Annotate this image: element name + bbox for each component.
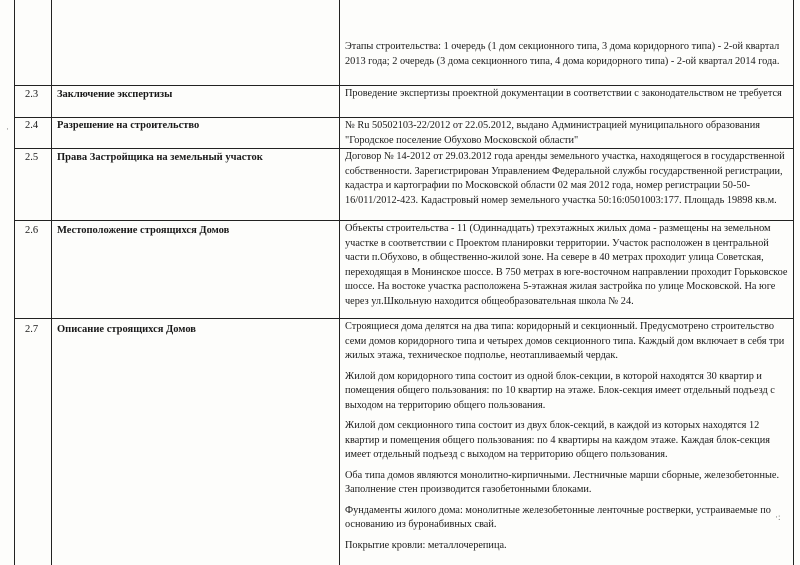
row-number: 2.4 [25, 120, 39, 131]
description-paragraph: Этапы строительства: 1 очередь (1 дом секционного типа, 3 дома коридорного типа) - 2-ой квартал 2013 года; 2 очередь (3 дома секционного типа, 4 дома коридорного типа) - 2-ой квартал 2014 года. [345, 41, 780, 67]
row-description [345, 119, 790, 154]
row-divider [14, 85, 794, 86]
row-title: Права Застройщика на земельный участок [57, 152, 263, 163]
row-number: 2.6 [25, 225, 39, 236]
row-divider [14, 318, 794, 319]
description-paragraph: Оба типа домов являются монолитно-кирпичными. Лестничные марши сборные, железобетонные. Заполнение стен производится газобетонными блоками. [345, 469, 780, 495]
description-paragraph: Договор № 14-2012 от 29.03.2012 года аренды земельного участка, находящегося в государственной собственности. Зарегистрирован Управлением Федеральной службы государственной регистрации, кадастра и картографии по Московской области 02 мая 2012 года, номер регистрации 50-50-16/011/2012-423. Кадастровый номер земельного участка 50:16:0501003:177. Площадь 19898 кв.м. [345, 151, 785, 206]
description-paragraph: Объекты строительства - 11 (Одиннадцать) трехэтажных жилых дома - размещены на земельном участке в соответствии с Проектом планировки территории. Участок расположен в центральной части п.Обухово, в общественно-жилой зоне. На севере в 40 метрах проходит улица Советская, переходящая в Монинское шоссе. В 750 метрах в юге-восточном направлении проходит Горьковское шоссе. На востоке участка расположена 5-этажная жилая застройка по улице Московской. На юге через ул.Школьную находится общеобразовательная школа № 24. [345, 223, 788, 307]
description-paragraph: Покрытие кровли: металлочерепица. [345, 539, 507, 551]
row-title: Описание строящихся Домов [57, 324, 196, 335]
row-description [345, 150, 790, 214]
row-title: Заключение экспертизы [57, 89, 173, 100]
row-number: 2.7 [25, 324, 39, 335]
row-divider [14, 220, 794, 221]
description-paragraph: № Ru 50502103-22/2012 от 22.05.2012, выдано Администрацией муниципального образования "Городское поселение Обухово Московской области" [345, 120, 761, 146]
row-description [345, 320, 790, 559]
description-paragraph: Фундаменты жилого дома: монолитные железобетонные ленточные ростверки, устраиваемые по основанию из буронабивных свай. [345, 504, 771, 530]
row-description [345, 222, 790, 315]
description-paragraph: Жилой дом секционного типа состоит из двух блок-секций, в каждой из которых находятся 12 квартир и помещения общего пользования: по 4 квартиры на каждом этаже. Каждая блок-секция имеет отдельный подъезд с выходом на территорию общего пользования. [345, 420, 771, 460]
row-title: Разрешение на строительство [57, 120, 200, 131]
row-number: 2.5 [25, 152, 39, 163]
scan-mark: · [6, 124, 9, 134]
row-divider [14, 117, 794, 118]
row-description [345, 40, 790, 75]
description-paragraph: Проведение экспертизы проектной документации в соответствии с законодательством не требуется [345, 88, 782, 99]
row-description [345, 87, 790, 108]
description-paragraph: Жилой дом коридорного типа состоит из одной блок-секции, в которой находятся 30 квартир и помещения общего пользования: по 10 квартир на этаже. Блок-секция имеет отдельный подъезд с выходом на территорию общего пользования. [345, 370, 775, 411]
description-paragraph: Строящиеся дома делятся на два типа: коридорный и секционный. Предусмотрено строительство семи домов коридорного типа и четырех домов секционного типа. Каждый дом включает в себя три жилых этажа, техническое подполье, неотапливаемый чердак. [345, 321, 785, 361]
scan-mark: ·: [775, 512, 781, 522]
row-number: 2.3 [25, 89, 39, 100]
row-title: Местоположение строящихся Домов [57, 225, 230, 236]
